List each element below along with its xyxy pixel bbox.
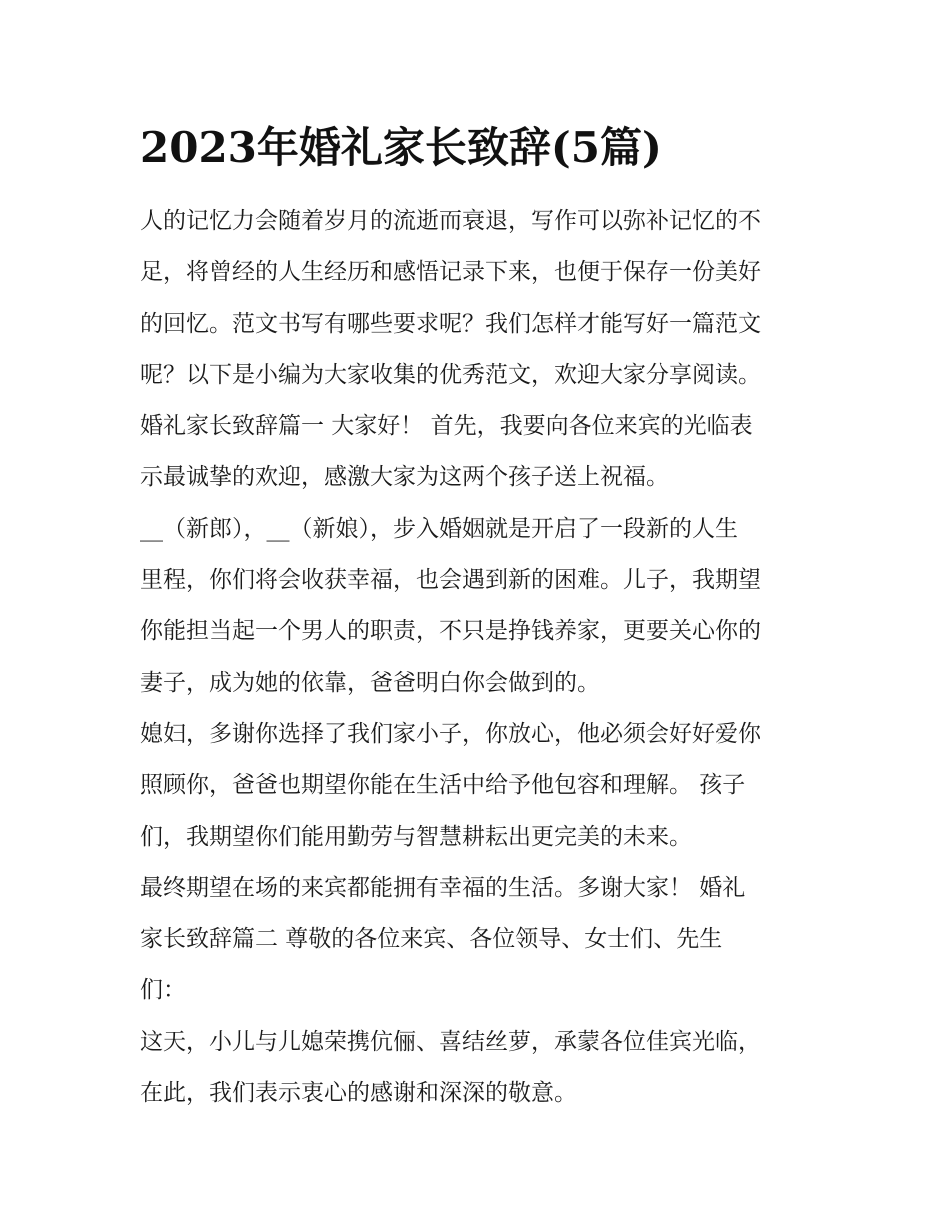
- text-line: 这天，小儿与儿媳荣携伉俪、喜结丝萝，承蒙各位佳宾光临，: [140, 1028, 761, 1055]
- text-line: 婚礼家长致辞篇一 大家好！ 首先，我要向各位来宾的光临表: [140, 413, 753, 440]
- text-line: 们：: [140, 977, 186, 1004]
- text-line: 妻子，成为她的依靠，爸爸明白你会做到的。: [140, 669, 600, 696]
- text-line: 的回忆。范文书写有哪些要求呢？我们怎样才能写好一篇范文: [140, 310, 761, 337]
- text-line: 足，将曾经的人生经历和感悟记录下来，也便于保存一份美好: [140, 259, 761, 286]
- document-body: [140, 196, 820, 1119]
- text-line: 照顾你，爸爸也期望你能在生活中给予他包容和理解。 孩子: [140, 772, 746, 799]
- text-line: 人的记忆力会随着岁月的流逝而衰退，写作可以弥补记忆的不: [140, 208, 761, 234]
- text-line: 呢？以下是小编为大家收集的优秀范文，欢迎大家分享阅读。: [140, 361, 761, 388]
- text-line: 你能担当起一个男人的职责，不只是挣钱养家，更要关心你的: [140, 618, 761, 645]
- text-line: 在此，我们表示衷心的感谢和深深的敬意。: [140, 1080, 577, 1107]
- text-line: 里程，你们将会收获幸福，也会遇到新的困难。儿子，我期望: [140, 567, 761, 594]
- text-line: 们，我期望你们能用勤劳与智慧耕耘出更完美的未来。: [140, 823, 692, 850]
- text-line: __（新郎），__（新娘），步入婚姻就是开启了一段新的人生: [140, 515, 738, 542]
- text-line: 最终期望在场的来宾都能拥有幸福的生活。多谢大家！ 婚礼: [140, 874, 746, 901]
- text-line: 示最诚挚的欢迎，感激大家为这两个孩子送上祝福。: [140, 464, 669, 491]
- text-line: 家长致辞篇二 尊敬的各位来宾、各位领导、女士们、先生: [140, 926, 723, 953]
- document-title: 2023年婚礼家长致辞(5篇): [140, 123, 662, 172]
- text-line: 媳妇，多谢你选择了我们家小子，你放心，他必须会好好爱你: [140, 720, 761, 747]
